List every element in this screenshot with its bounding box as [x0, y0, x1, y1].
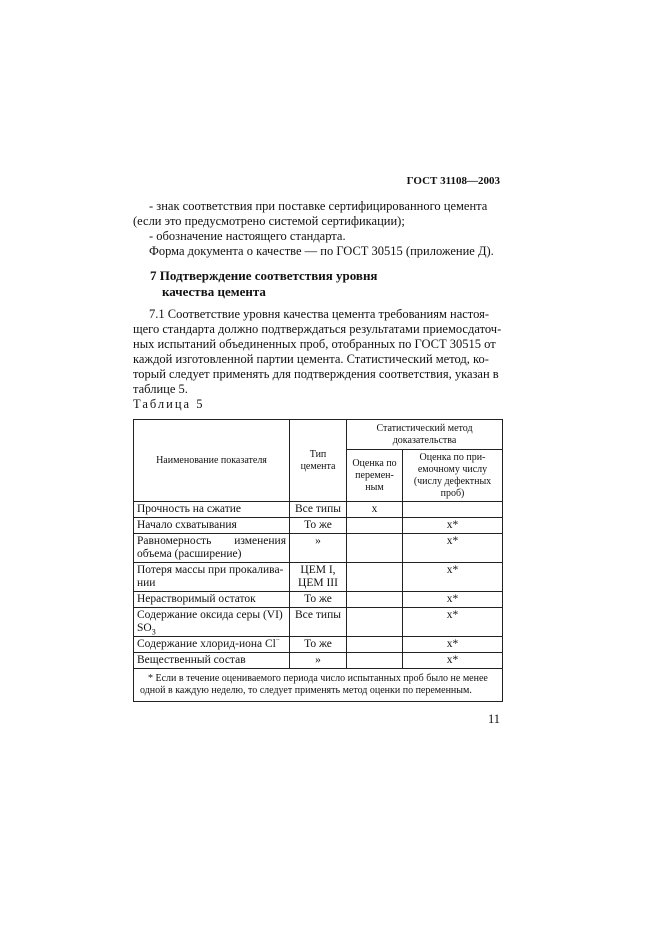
- cell-alternative: х*: [403, 518, 503, 534]
- cell-variable: [347, 653, 403, 669]
- table-row: [134, 592, 503, 608]
- cell-type: То же: [290, 518, 347, 534]
- table-row: [134, 563, 503, 592]
- header-variable-method: Оценка по перемен-ным: [347, 450, 403, 502]
- intro-block: [133, 199, 505, 259]
- cell-alternative: х*: [403, 653, 503, 669]
- header-statistical-method: Статистический метод доказательства: [347, 420, 503, 450]
- cell-variable: [347, 534, 403, 563]
- section-paragraph: [133, 307, 505, 397]
- cell-indicator: Нерастворимый остаток: [134, 592, 290, 608]
- table-row: [134, 608, 503, 637]
- cell-variable: [347, 637, 403, 653]
- cell-variable: [347, 563, 403, 592]
- cell-alternative: х*: [403, 637, 503, 653]
- paragraph-line: 7.1 Соответствие уровня качества цемента требованиям настоя-: [149, 307, 490, 321]
- cell-alternative: [403, 502, 503, 518]
- charge-superscript: −: [275, 636, 280, 645]
- cell-type: »: [290, 534, 347, 563]
- cell-variable: [347, 608, 403, 637]
- table-row: [134, 502, 503, 518]
- cell-type: Все типы: [290, 608, 347, 637]
- cell-type: То же: [290, 592, 347, 608]
- table-5: [133, 419, 503, 702]
- cell-indicator: [134, 637, 290, 653]
- paragraph-line: таблице 5.: [133, 382, 188, 396]
- cell-indicator: Вещественный состав: [134, 653, 290, 669]
- header-alternative-method: Оценка по при-емочному числу (числу дефектных проб): [403, 450, 503, 502]
- cell-alternative: х*: [403, 534, 503, 563]
- cell-variable: [347, 518, 403, 534]
- cell-indicator: Начало схватывания: [134, 518, 290, 534]
- header-cement-type: Тип цемента: [290, 420, 347, 502]
- table-row: [134, 518, 503, 534]
- page-number: 11: [487, 712, 500, 726]
- indicator-text: Содержание хлорид-иона Cl: [137, 638, 276, 650]
- cell-indicator: Равномерность изменения объема (расширение): [134, 534, 290, 563]
- cell-type: »: [290, 653, 347, 669]
- cell-type: Все типы: [290, 502, 347, 518]
- intro-line: Форма документа о качестве — по ГОСТ 30515 (приложение Д).: [149, 244, 494, 258]
- cell-type: ЦЕМ I, ЦЕМ III: [290, 563, 347, 592]
- indicator-text: Содержание оксида серы (VI): [137, 609, 283, 621]
- paragraph-line: каждой изготовленной партии цемента. Статистический метод, ко-: [133, 352, 489, 366]
- cell-alternative: х*: [403, 608, 503, 637]
- table-row: [134, 534, 503, 563]
- cell-alternative: х*: [403, 563, 503, 592]
- paragraph-line: щего стандарта должно подтверждаться результатами приемосдаточ-: [133, 322, 502, 336]
- formula-so3: $SO_3$: [137, 622, 156, 637]
- header-indicator: Наименование показателя: [134, 420, 290, 502]
- cell-indicator: Прочность на сжатие: [134, 502, 290, 518]
- document-code-header: ГОСТ 31108—2003: [406, 175, 500, 187]
- cell-alternative: х*: [403, 592, 503, 608]
- cell-variable: х: [347, 502, 403, 518]
- cell-type: То же: [290, 637, 347, 653]
- section-title-line: качества цемента: [162, 284, 266, 299]
- intro-line: - знак соответствия при поставке сертифицированного цемента: [149, 199, 488, 213]
- table-row: [134, 637, 503, 653]
- paragraph-line: ных испытаний объединенных проб, отобранных по ГОСТ 30515 от: [133, 337, 496, 351]
- table-footnote: * Если в течение оцениваемого периода число испытанных проб было не менее одной в каждую неделю, то следует применять метод оценки по переменным.: [134, 669, 503, 702]
- intro-line: (если это предусмотрено системой сертификации);: [133, 214, 405, 228]
- cell-variable: [347, 592, 403, 608]
- cell-indicator: [134, 608, 290, 637]
- table-caption: Таблица 5: [133, 397, 205, 411]
- section-heading: [150, 268, 377, 300]
- paragraph-line: торый следует применять для подтверждения соответствия, указан в: [133, 367, 499, 381]
- intro-line: - обозначение настоящего стандарта.: [149, 229, 346, 243]
- cell-indicator: Потеря массы при прокалива-нии: [134, 563, 290, 592]
- table-row: [134, 653, 503, 669]
- section-title-line: 7 Подтверждение соответствия уровня: [150, 268, 378, 283]
